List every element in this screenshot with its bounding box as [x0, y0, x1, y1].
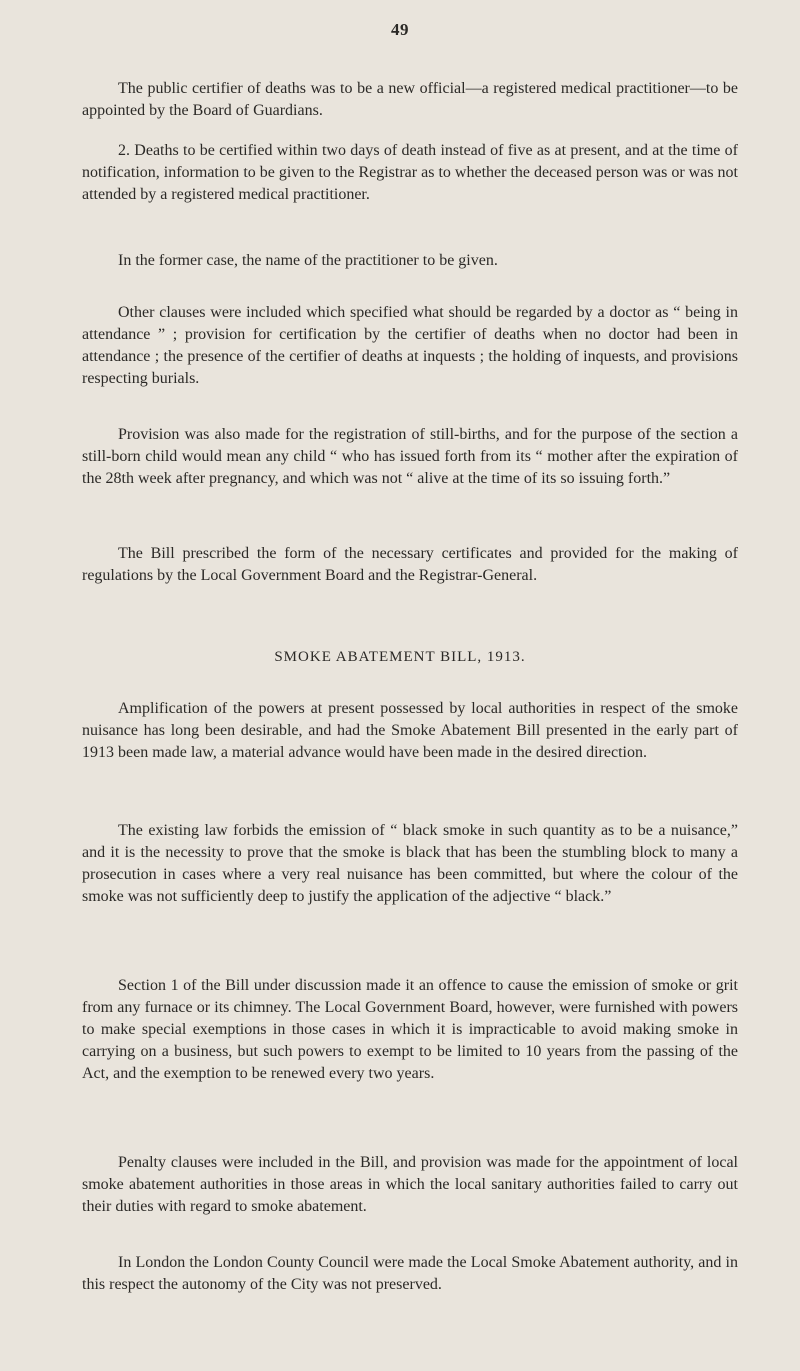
paragraph-other-clauses: Other clauses were included which specified what should be regarded by a doctor as “ being in attendance ” ; provision for certification by the certifier of deaths when no doctor had been in attendance ; the presence of the certifier of deaths at inquests ; the holding of inquests, and provisions respecting burials.: [82, 304, 738, 387]
paragraph-still-births: Provision was also made for the registration of still-births, and for the purpose of the section a still-born child would mean any child “ who has issued forth from its “ mother after the expiration of the 28th week after pregnancy, and which was not “ alive at the time of its so issuing forth.”: [82, 426, 738, 487]
page-number: 49: [391, 20, 409, 39]
paragraph-section-one: Section 1 of the Bill under discussion made it an offence to cause the emission of smoke or grit from any furnace or its chimney. The Local Government Board, however, were furnished with powers to make special exemptions in those cases in which it is impracticable to avoid making smoke in carrying on a business, but such powers to exempt to be limited to 10 years from the passing of the Act, and the exemption to be renewed every two years.: [82, 977, 738, 1082]
paragraph-bill-prescribed: The Bill prescribed the form of the necessary certificates and provided for the making of regulations by the Local Government Board and the Registrar-General.: [82, 545, 738, 584]
paragraph-existing-law: The existing law forbids the emission of “ black smoke in such quantity as to be a nuisance,” and it is the necessity to prove that the smoke is black that has been the stumbling block to many a prosecution in cases where a very real nuisance has been committed, but where the colour of the smoke was not sufficiently deep to justify the application of the adjective “ black.”: [82, 822, 738, 905]
paragraph-london: In London the London County Council were made the Local Smoke Abatement authority, and in this respect the autonomy of the City was not preserved.: [82, 1254, 738, 1293]
paragraph-penalty-clauses: Penalty clauses were included in the Bill, and provision was made for the appointment of local smoke abatement authorities in those areas in which the local sanitary authorities failed to carry out their duties with regard to smoke abatement.: [82, 1154, 738, 1215]
section-heading: SMOKE ABATEMENT BILL, 1913.: [274, 649, 526, 665]
paragraph-deaths-certified: 2. Deaths to be certified within two days of death instead of five as at present, and at the time of notification, information to be given to the Registrar as to whether the deceased person was or was not attended by a registered medical practitioner.: [82, 142, 738, 203]
paragraph-amplification: Amplification of the powers at present possessed by local authorities in respect of the smoke nuisance has long been desirable, and had the Smoke Abatement Bill presented in the early part of 1913 been made law, a material advance would have been made in the desired direction.: [82, 700, 738, 761]
paragraph-public-certifier: The public certifier of deaths was to be a new official—a registered medical practitioner—to be appointed by the Board of Guardians.: [82, 80, 738, 119]
paragraph-former-case: In the former case, the name of the practitioner to be given.: [118, 252, 498, 269]
